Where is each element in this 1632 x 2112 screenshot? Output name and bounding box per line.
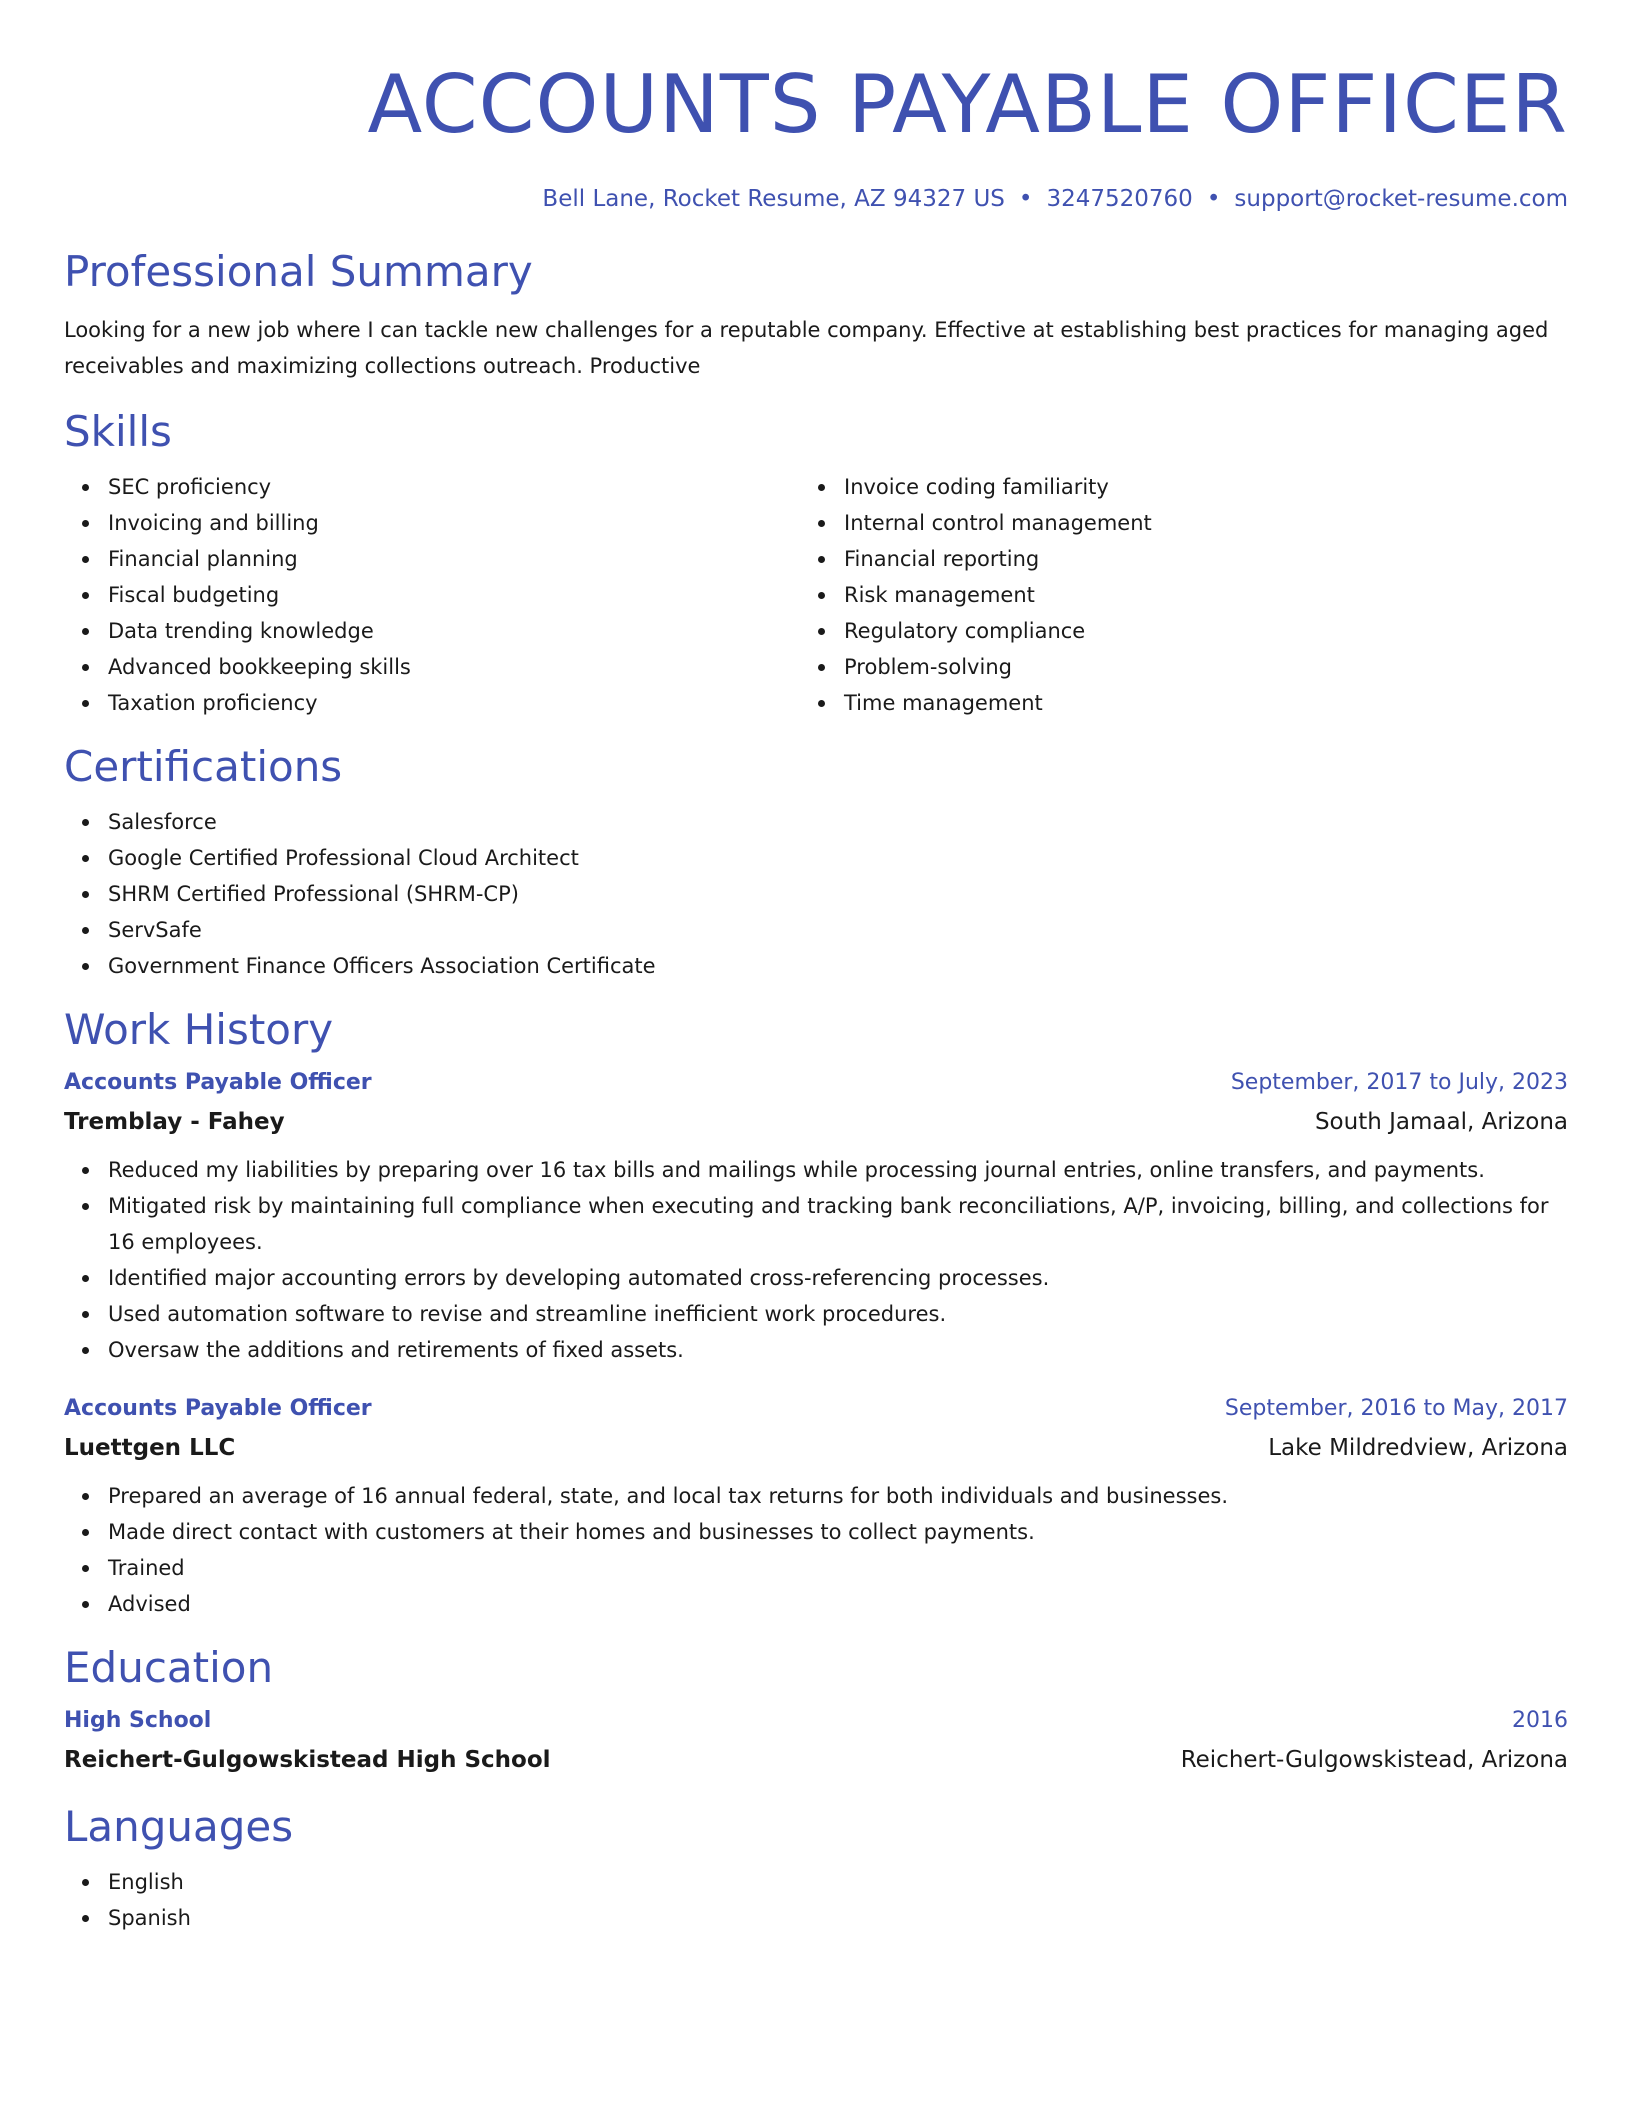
skill-item: Internal control management bbox=[800, 505, 1536, 541]
job-bullet: Identified major accounting errors by developing automated cross-referencing processes. bbox=[64, 1260, 1568, 1296]
contact-separator: • bbox=[1206, 186, 1221, 212]
resume-title: ACCOUNTS PAYABLE OFFICER bbox=[367, 58, 1568, 151]
certifications-heading: Certifications bbox=[64, 742, 343, 791]
education-heading: Education bbox=[64, 1643, 274, 1692]
job-entry bbox=[64, 1390, 1568, 1622]
contact-address: Bell Lane, Rocket Resume, AZ 94327 US bbox=[542, 186, 1005, 212]
skill-item: Invoice coding familiarity bbox=[800, 469, 1536, 505]
skill-item: Data trending knowledge bbox=[64, 613, 800, 649]
job-bullet: Trained bbox=[64, 1550, 1568, 1586]
contact-line bbox=[64, 183, 1568, 215]
skill-item: Regulatory compliance bbox=[800, 613, 1536, 649]
languages-list bbox=[64, 1864, 1568, 1936]
job-company-row bbox=[64, 1428, 1568, 1468]
job-bullet: Advised bbox=[64, 1586, 1568, 1622]
work-history-heading: Work History bbox=[64, 1005, 334, 1054]
skills-heading: Skills bbox=[64, 407, 172, 456]
education-header-row bbox=[64, 1702, 1568, 1740]
job-company-row bbox=[64, 1102, 1568, 1142]
job-header-row bbox=[64, 1064, 1568, 1102]
job-bullet: Mitigated risk by maintaining full compliance when executing and tracking bank reconciliations, A/P, invoicing, billing, and collections for 16 employees. bbox=[64, 1188, 1568, 1260]
job-bullets bbox=[64, 1478, 1568, 1622]
certification-item: ServSafe bbox=[64, 912, 1568, 948]
education-year: 2016 bbox=[1512, 1708, 1568, 1733]
skill-item: Time management bbox=[800, 685, 1536, 721]
job-dates: September, 2017 to July, 2023 bbox=[1230, 1070, 1568, 1095]
job-bullet: Oversaw the additions and retirements of fixed assets. bbox=[64, 1332, 1568, 1368]
education-school-row bbox=[64, 1740, 1568, 1780]
job-bullets bbox=[64, 1152, 1568, 1368]
education-school: Reichert-Gulgowskistead High School bbox=[64, 1747, 551, 1773]
language-item: English bbox=[64, 1864, 1568, 1900]
job-bullet: Used automation software to revise and streamline inefficient work procedures. bbox=[64, 1296, 1568, 1332]
job-company: Luettgen LLC bbox=[64, 1435, 236, 1461]
skill-item: SEC proficiency bbox=[64, 469, 800, 505]
job-title: Accounts Payable Officer bbox=[64, 1070, 372, 1095]
job-entry bbox=[64, 1064, 1568, 1368]
job-location: South Jamaal, Arizona bbox=[1314, 1109, 1568, 1135]
contact-phone: 3247520760 bbox=[1046, 186, 1193, 212]
skill-item: Invoicing and billing bbox=[64, 505, 800, 541]
education-location: Reichert-Gulgowskistead, Arizona bbox=[1180, 1747, 1568, 1773]
skill-item: Financial reporting bbox=[800, 541, 1536, 577]
summary-heading: Professional Summary bbox=[64, 247, 533, 296]
languages-heading: Languages bbox=[64, 1802, 294, 1851]
skills-list-right bbox=[800, 469, 1536, 721]
skill-item: Taxation proficiency bbox=[64, 685, 800, 721]
skills-list-left bbox=[64, 469, 800, 721]
skill-item: Risk management bbox=[800, 577, 1536, 613]
job-title: Accounts Payable Officer bbox=[64, 1396, 372, 1421]
skill-item: Problem-solving bbox=[800, 649, 1536, 685]
skills-columns bbox=[64, 469, 1568, 721]
job-bullet: Reduced my liabilities by preparing over 16 tax bills and mailings while processing journal entries, online transfers, and payments. bbox=[64, 1152, 1568, 1188]
certification-item: SHRM Certified Professional (SHRM-CP) bbox=[64, 876, 1568, 912]
job-company: Tremblay - Fahey bbox=[64, 1109, 285, 1135]
job-location: Lake Mildredview, Arizona bbox=[1268, 1435, 1568, 1461]
certifications-list bbox=[64, 804, 1568, 984]
job-bullet: Prepared an average of 16 annual federal, state, and local tax returns for both individuals and businesses. bbox=[64, 1478, 1568, 1514]
certification-item: Government Finance Officers Association Certificate bbox=[64, 948, 1568, 984]
skill-item: Financial planning bbox=[64, 541, 800, 577]
contact-email[interactable]: support@rocket-resume.com bbox=[1234, 186, 1568, 212]
job-bullet: Made direct contact with customers at their homes and businesses to collect payments. bbox=[64, 1514, 1568, 1550]
education-entry bbox=[64, 1702, 1568, 1780]
job-header-row bbox=[64, 1390, 1568, 1428]
job-dates: September, 2016 to May, 2017 bbox=[1224, 1396, 1568, 1421]
summary-text: Looking for a new job where I can tackle new challenges for a reputable company. Effective at establishing best practices for managing aged receivables and maximizing collections outreach. Productive bbox=[64, 318, 1549, 378]
contact-separator: • bbox=[1018, 186, 1033, 212]
skill-item: Fiscal budgeting bbox=[64, 577, 800, 613]
certification-item: Salesforce bbox=[64, 804, 1568, 840]
certification-item: Google Certified Professional Cloud Architect bbox=[64, 840, 1568, 876]
language-item: Spanish bbox=[64, 1900, 1568, 1936]
education-degree: High School bbox=[64, 1708, 212, 1733]
skill-item: Advanced bookkeeping skills bbox=[64, 649, 800, 685]
